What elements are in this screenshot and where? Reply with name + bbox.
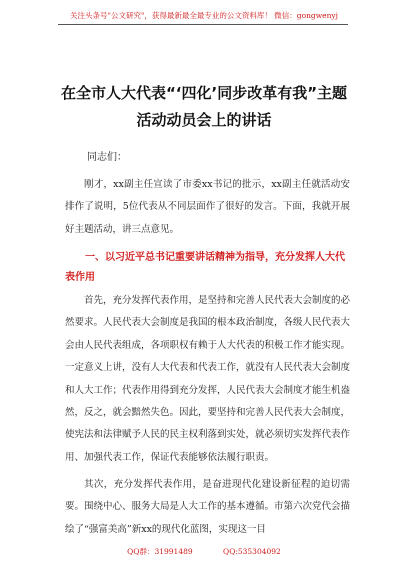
footer-qq-group: QQ群：31991489 xyxy=(127,547,193,556)
document-title: 在全市人大代表“‘四化’同步改革有我”主题活动动员会上的讲话 xyxy=(60,84,348,129)
section-heading-1: 一、以习近平总书记重要讲话精神为指导，充分发挥人大代表作用 xyxy=(65,252,345,283)
footer-qq: QQ:535304092 xyxy=(223,547,281,556)
body-paragraph: 首先，充分发挥代表作用，是坚持和完善人民代表大会制度的必然要求。人民代表大会制度是我国的根本政治制度，各级人民代表大会由人民代表组成，各项职权有赖于人大代表的积极工作才能实现。一定意义上讲，没有人大代表和代表工作，就没有人民代表大会制度和人大工作；代表作用得到充分发挥，人民代表大会制度才能生机盎然，反之，就会黯然失色。因此，要坚持和完善人民代表大会制度，使宪法和法律赋予人民的民主权利落到实处，就必须切实发挥代表作用、加强代表工作，保证代表能够依法履行职责。 xyxy=(65,295,351,463)
salutation: 同志们： xyxy=(87,152,127,163)
header-notice: 关注头条号"公文研究"，获得最新最全最专业的公文资料库！ 微信：gongwenyj xyxy=(70,11,338,20)
footer-contact xyxy=(0,546,408,557)
body-paragraph: 其次，充分发挥代表作用，是奋进现代化建设新征程的迫切需要。围绕中心、服务大局是人大工作的基本遵循。市第六次党代会描绘了“强富美高”新xx的现代化蓝图，实现这一目 xyxy=(65,479,351,535)
intro-paragraph: 刚才，xx副主任宣读了市委xx书记的批示，xx副主任就活动安排作了说明，5位代表从不同层面作了很好的发言。下面，我就开展好主题活动，讲三点意见。 xyxy=(65,179,350,235)
header-divider xyxy=(58,24,348,25)
